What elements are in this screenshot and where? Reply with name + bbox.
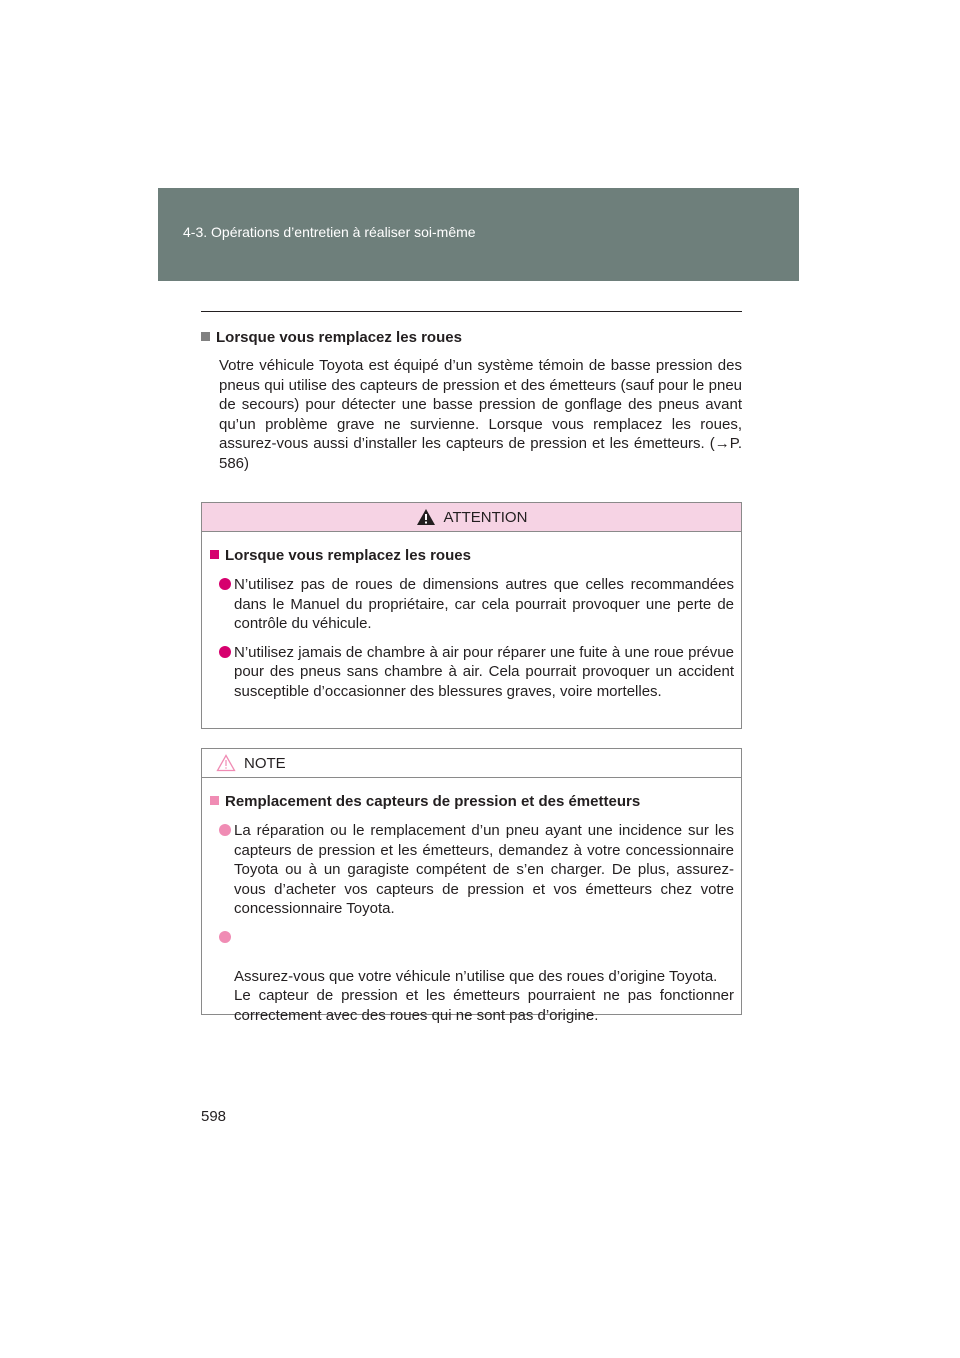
note-box — [201, 748, 742, 1024]
note-header — [202, 749, 741, 778]
note-item: La réparation ou le remplacement d’un pneu ayant une incidence sur les capteurs de pression et les émetteurs, demandez à votre concessionnaire Toyota ou à un garagiste compétent de s’en charger. De plus, assurez-vous d’acheter vos capteurs de pression et vos émetteurs chez votre concessionnaire Toyota. — [210, 821, 734, 919]
note-title: Remplacement des capteurs de pression et des émetteurs — [210, 792, 734, 812]
attention-body — [202, 532, 741, 715]
attention-item: N’utilisez pas de roues de dimensions autres que celles recommandées dans le Manuel du propriétaire, car cela pourrait provoquer une perte de contrôle du véhicule. — [210, 575, 734, 634]
note-body — [202, 778, 741, 1039]
page-number: 598 — [201, 1108, 227, 1125]
divider — [201, 311, 742, 312]
section-square-icon — [201, 332, 210, 341]
attention-item: N’utilisez jamais de chambre à air pour réparer une fuite à une roue prévue pour des pneus sans chambre à air. Cela pourrait provoquer un accident susceptible d’occasionner des blessures graves, voire mortelles. — [210, 643, 734, 702]
attention-title: Lorsque vous remplacez les roues — [210, 546, 734, 566]
bullet-icon — [219, 824, 231, 836]
note-label: NOTE — [244, 754, 286, 772]
section-title: Lorsque vous remplacez les roues — [201, 328, 742, 348]
attention-box — [201, 502, 742, 729]
chapter-header — [158, 188, 799, 281]
caution-outline-icon — [216, 754, 236, 772]
attention-label: ATTENTION — [443, 508, 528, 526]
breadcrumb: 4-3. Opérations d’entretien à réaliser soi-même — [183, 224, 476, 240]
note-item: Assurez-vous que votre véhicule n’utilise que des roues d’origine Toyota. Le capteur de pression et les émetteurs pourraient ne pas fonctionner correctement avec des roues qui ne sont pas d’origine. — [210, 928, 734, 1026]
section-wheel-replacement — [201, 328, 742, 473]
bullet-icon — [219, 578, 231, 590]
attention-square-icon — [210, 550, 219, 559]
attention-header — [202, 503, 741, 532]
warning-icon — [416, 508, 436, 526]
note-square-icon — [210, 796, 219, 805]
section-text: Votre véhicule Toyota est équipé d’un système témoin de basse pression des pneus qui utilise des capteurs de pression et des émetteurs (sauf pour le pneu de secours) pour détecter une basse pression de gonflage des pneus avant qu’un problème grave ne survienne. Lorsque vous remplacez les roues, assurez-vous aussi d’installer les capteurs de pression et les émetteurs. (→P. 586) — [219, 357, 742, 472]
bullet-icon — [219, 646, 231, 658]
bullet-icon — [219, 931, 231, 943]
